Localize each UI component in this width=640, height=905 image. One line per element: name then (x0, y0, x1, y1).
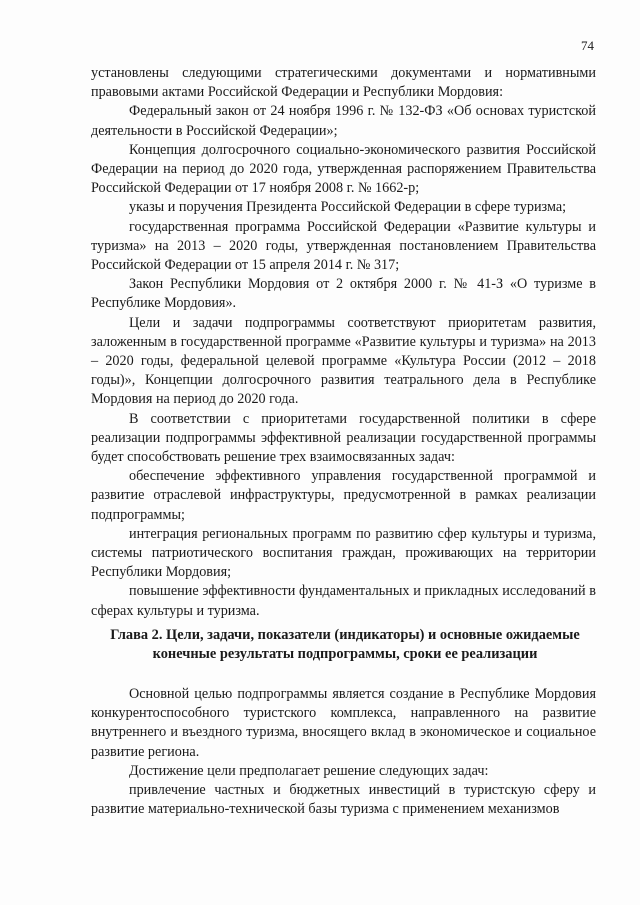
paragraph: повышение эффективности фундаментальных и прикладных исследований в сферах культуры и туризма. (91, 583, 596, 619)
paragraph: Концепция долгосрочного социально-экономического развития Российской Федерации на период до 2020 года, утвержденная распоряжением Правительства Российской Федерации от 17 ноября 2008 г. № 1662-р; (91, 141, 596, 197)
paragraph: Основной целью подпрограммы является создание в Республике Мордовия конкурентоспособного туристского комплекса, направленного на развитие внутреннего и въездного туризма, вносящего вклад в экономическое и социальное развитие региона. (91, 686, 596, 760)
paragraph: указы и поручения Президента Российской Федерации в сфере туризма; (129, 199, 567, 216)
paragraph: Цели и задачи подпрограммы соответствуют приоритетам развития, заложенным в государственной программе «Развитие культуры и туризма» на 2013 – 2020 годы, федеральной целевой программе «Культура России (2012 – 2018 годы)», Концепции долгосрочного развития театрального дела в Республике Мордовия на период до 2020 года. (91, 314, 596, 408)
chapter-heading: Глава 2. Цели, задачи, показатели (индикаторы) и основные ожидаемые конечные результаты подпрограммы, сроки ее реализации (110, 627, 580, 662)
top-text-block (91, 64, 596, 621)
paragraph: В соответствии с приоритетами государственной политики в сфере реализации подпрограммы эффективной реализации государственной программы будет способствовать решение трех взаимосвязанных задач: (91, 410, 596, 466)
paragraph: Достижение цели предполагает решение следующих задач: (129, 762, 489, 779)
paragraph: Федеральный закон от 24 ноября 1996 г. № 132-ФЗ «Об основах туристской деятельности в Российской Федерации»; (91, 103, 596, 139)
page-number: 74 (581, 38, 594, 53)
paragraph: интеграция региональных программ по развитию сфер культуры и туризма, системы патриотического воспитания граждан, проживающих на территории Республики Мордовия; (91, 525, 596, 581)
paragraph: установлены следующими стратегическими документами и нормативными правовыми актами Российской Федерации и Республики Мордовия: (91, 65, 596, 101)
bottom-text-block (91, 685, 596, 819)
paragraph: Закон Республики Мордовия от 2 октября 2000 г. № 41-З «О туризме в Республике Мордовия». (91, 276, 596, 312)
paragraph: государственная программа Российской Федерации «Развитие культуры и туризма» на 2013 – 2020 годы, утвержденная постановлением Правительства Российской Федерации от 15 апреля 2014 г. № 317; (91, 218, 596, 274)
paragraph: привлечение частных и бюджетных инвестиций в туристскую сферу и развитие материально-технической базы туризма с применением механизмов (91, 782, 596, 818)
paragraph: обеспечение эффективного управления государственной программой и развитие отраслевой инфраструктуры, предусмотренной в рамках реализации подпрограммы; (91, 468, 596, 523)
